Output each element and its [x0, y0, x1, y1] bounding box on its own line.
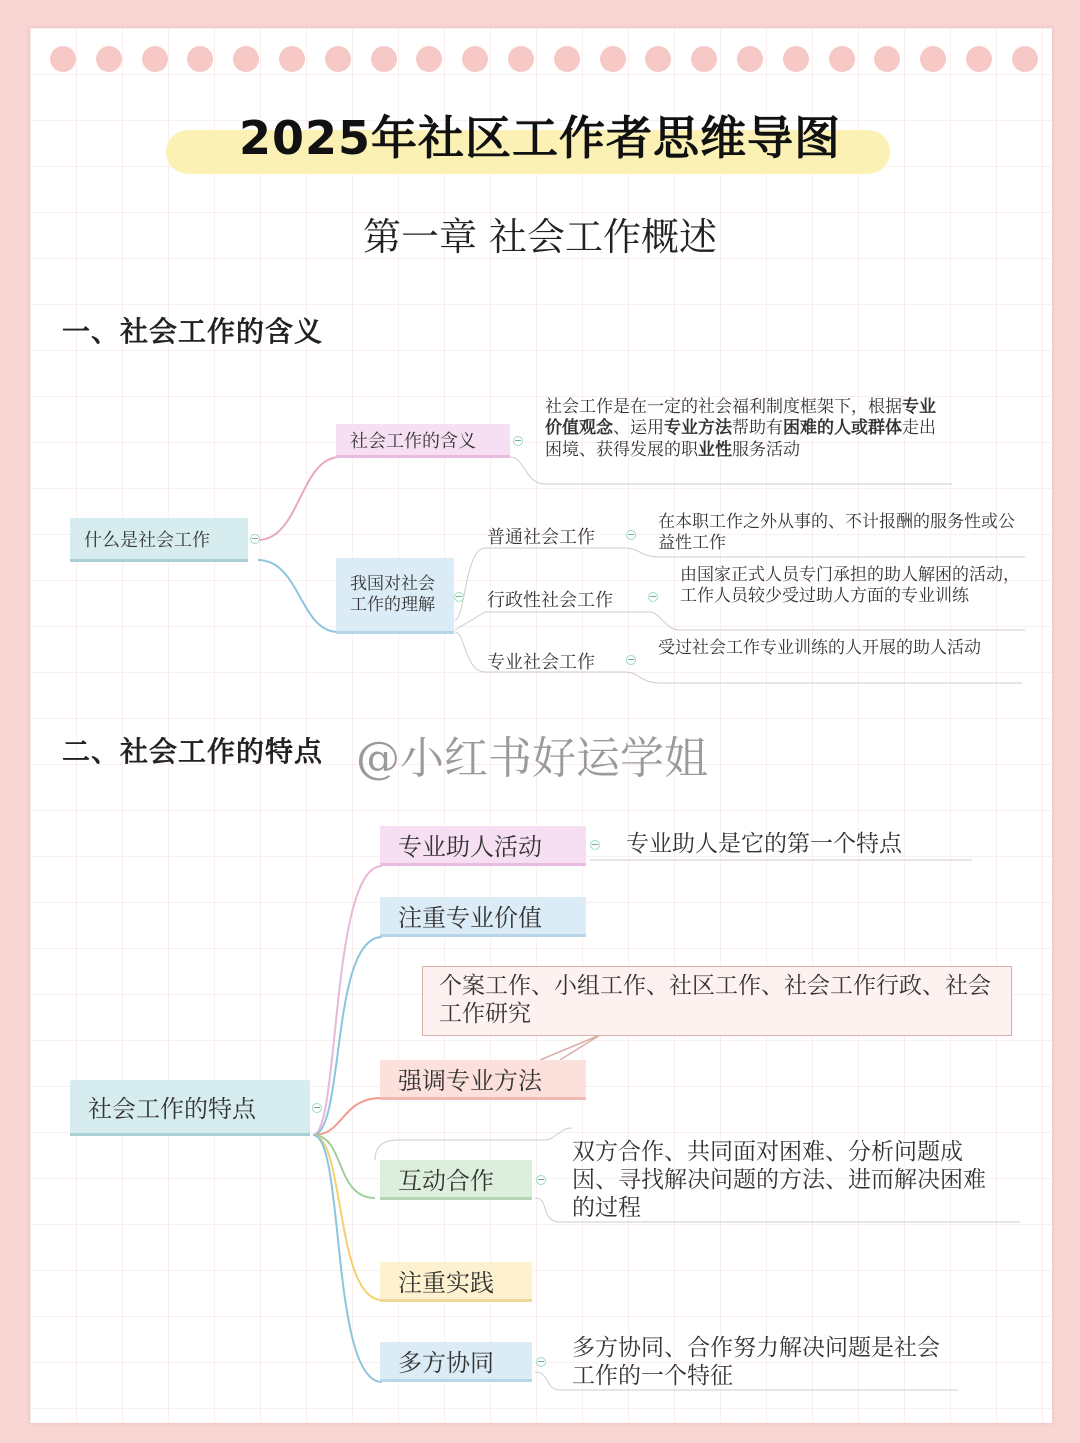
definition-part: 帮助有: [732, 418, 783, 439]
definition-part: 走出困境、获得发展的职: [545, 418, 936, 460]
node-professional-helping: 专业助人活动: [380, 826, 586, 866]
desc-professional-methods: 个案工作、小组工作、社区工作、社会工作行政、社会工作研究: [422, 966, 1012, 1036]
page-title: 2025年社区工作者思维导图: [238, 111, 842, 165]
node-understanding: [336, 558, 454, 634]
definition-part: 困难的人或群体: [783, 418, 902, 439]
item-general-desc: 在本职工作之外从事的、不计报酬的服务性或公益性工作: [658, 512, 1015, 554]
collapse-icon[interactable]: [250, 534, 260, 544]
item-administrative-desc: 由国家正式人员专门承担的助人解困的活动，工作人员较少受过助人方面的专业训练: [680, 565, 1020, 607]
collapse-icon[interactable]: [536, 1357, 546, 1367]
desc-multi-party-coordination: 多方协同、合作努力解决问题是社会工作的一个特征: [572, 1335, 940, 1390]
node-practice: 注重实践: [380, 1262, 532, 1302]
node-understanding-label: 我国对社会工作的理解: [350, 574, 435, 615]
mindmap-root-what-is-social-work: 什么是社会工作: [70, 518, 248, 562]
item-professional-desc: 受过社会工作专业训练的人开展的助人活动: [658, 638, 981, 658]
item-professional-social-work: 专业社会工作: [487, 652, 595, 673]
meaning-definition: [545, 397, 950, 485]
definition-part: 、运用: [613, 418, 664, 439]
collapse-icon[interactable]: [454, 592, 464, 602]
node-professional-methods: 强调专业方法: [380, 1060, 586, 1100]
section1-heading: 一、社会工作的含义: [62, 315, 324, 348]
desc-professional-helping: 专业助人是它的第一个特点: [626, 831, 902, 857]
definition-part: 根据: [868, 397, 902, 417]
collapse-icon[interactable]: [626, 530, 636, 540]
item-general-social-work: 普通社会工作: [487, 527, 595, 548]
watermark: @小红书好运学姐: [356, 733, 708, 784]
node-meaning: 社会工作的含义: [336, 424, 510, 458]
node-interaction-cooperation: 互动合作: [380, 1160, 532, 1200]
chapter-title: 第一章 社会工作概述: [362, 215, 718, 259]
mindmap-root-characteristics: 社会工作的特点: [70, 1080, 310, 1136]
desc-interaction-cooperation: 双方合作、共同面对困难、分析问题成因、寻找解决问题的方法、进而解决困难的过程: [572, 1139, 986, 1222]
definition-part: 专业价值观念: [545, 397, 936, 439]
item-administrative-social-work: 行政性社会工作: [487, 590, 613, 611]
collapse-icon[interactable]: [590, 840, 600, 850]
node-professional-values: 注重专业价值: [380, 897, 586, 937]
collapse-icon[interactable]: [648, 592, 658, 602]
collapse-icon[interactable]: [626, 655, 636, 665]
definition-part: 社会工作是在一定的社会福利制度框架下，: [545, 397, 868, 417]
definition-part: 服务活动: [732, 439, 800, 460]
section2-heading: 二、社会工作的特点: [62, 735, 324, 768]
collapse-icon[interactable]: [536, 1175, 546, 1185]
collapse-icon[interactable]: [312, 1103, 322, 1113]
collapse-icon[interactable]: [513, 436, 523, 446]
definition-part: 业性: [698, 439, 732, 460]
definition-part: 专业方法: [664, 418, 732, 439]
node-multi-party-coordination: 多方协同: [380, 1342, 532, 1382]
